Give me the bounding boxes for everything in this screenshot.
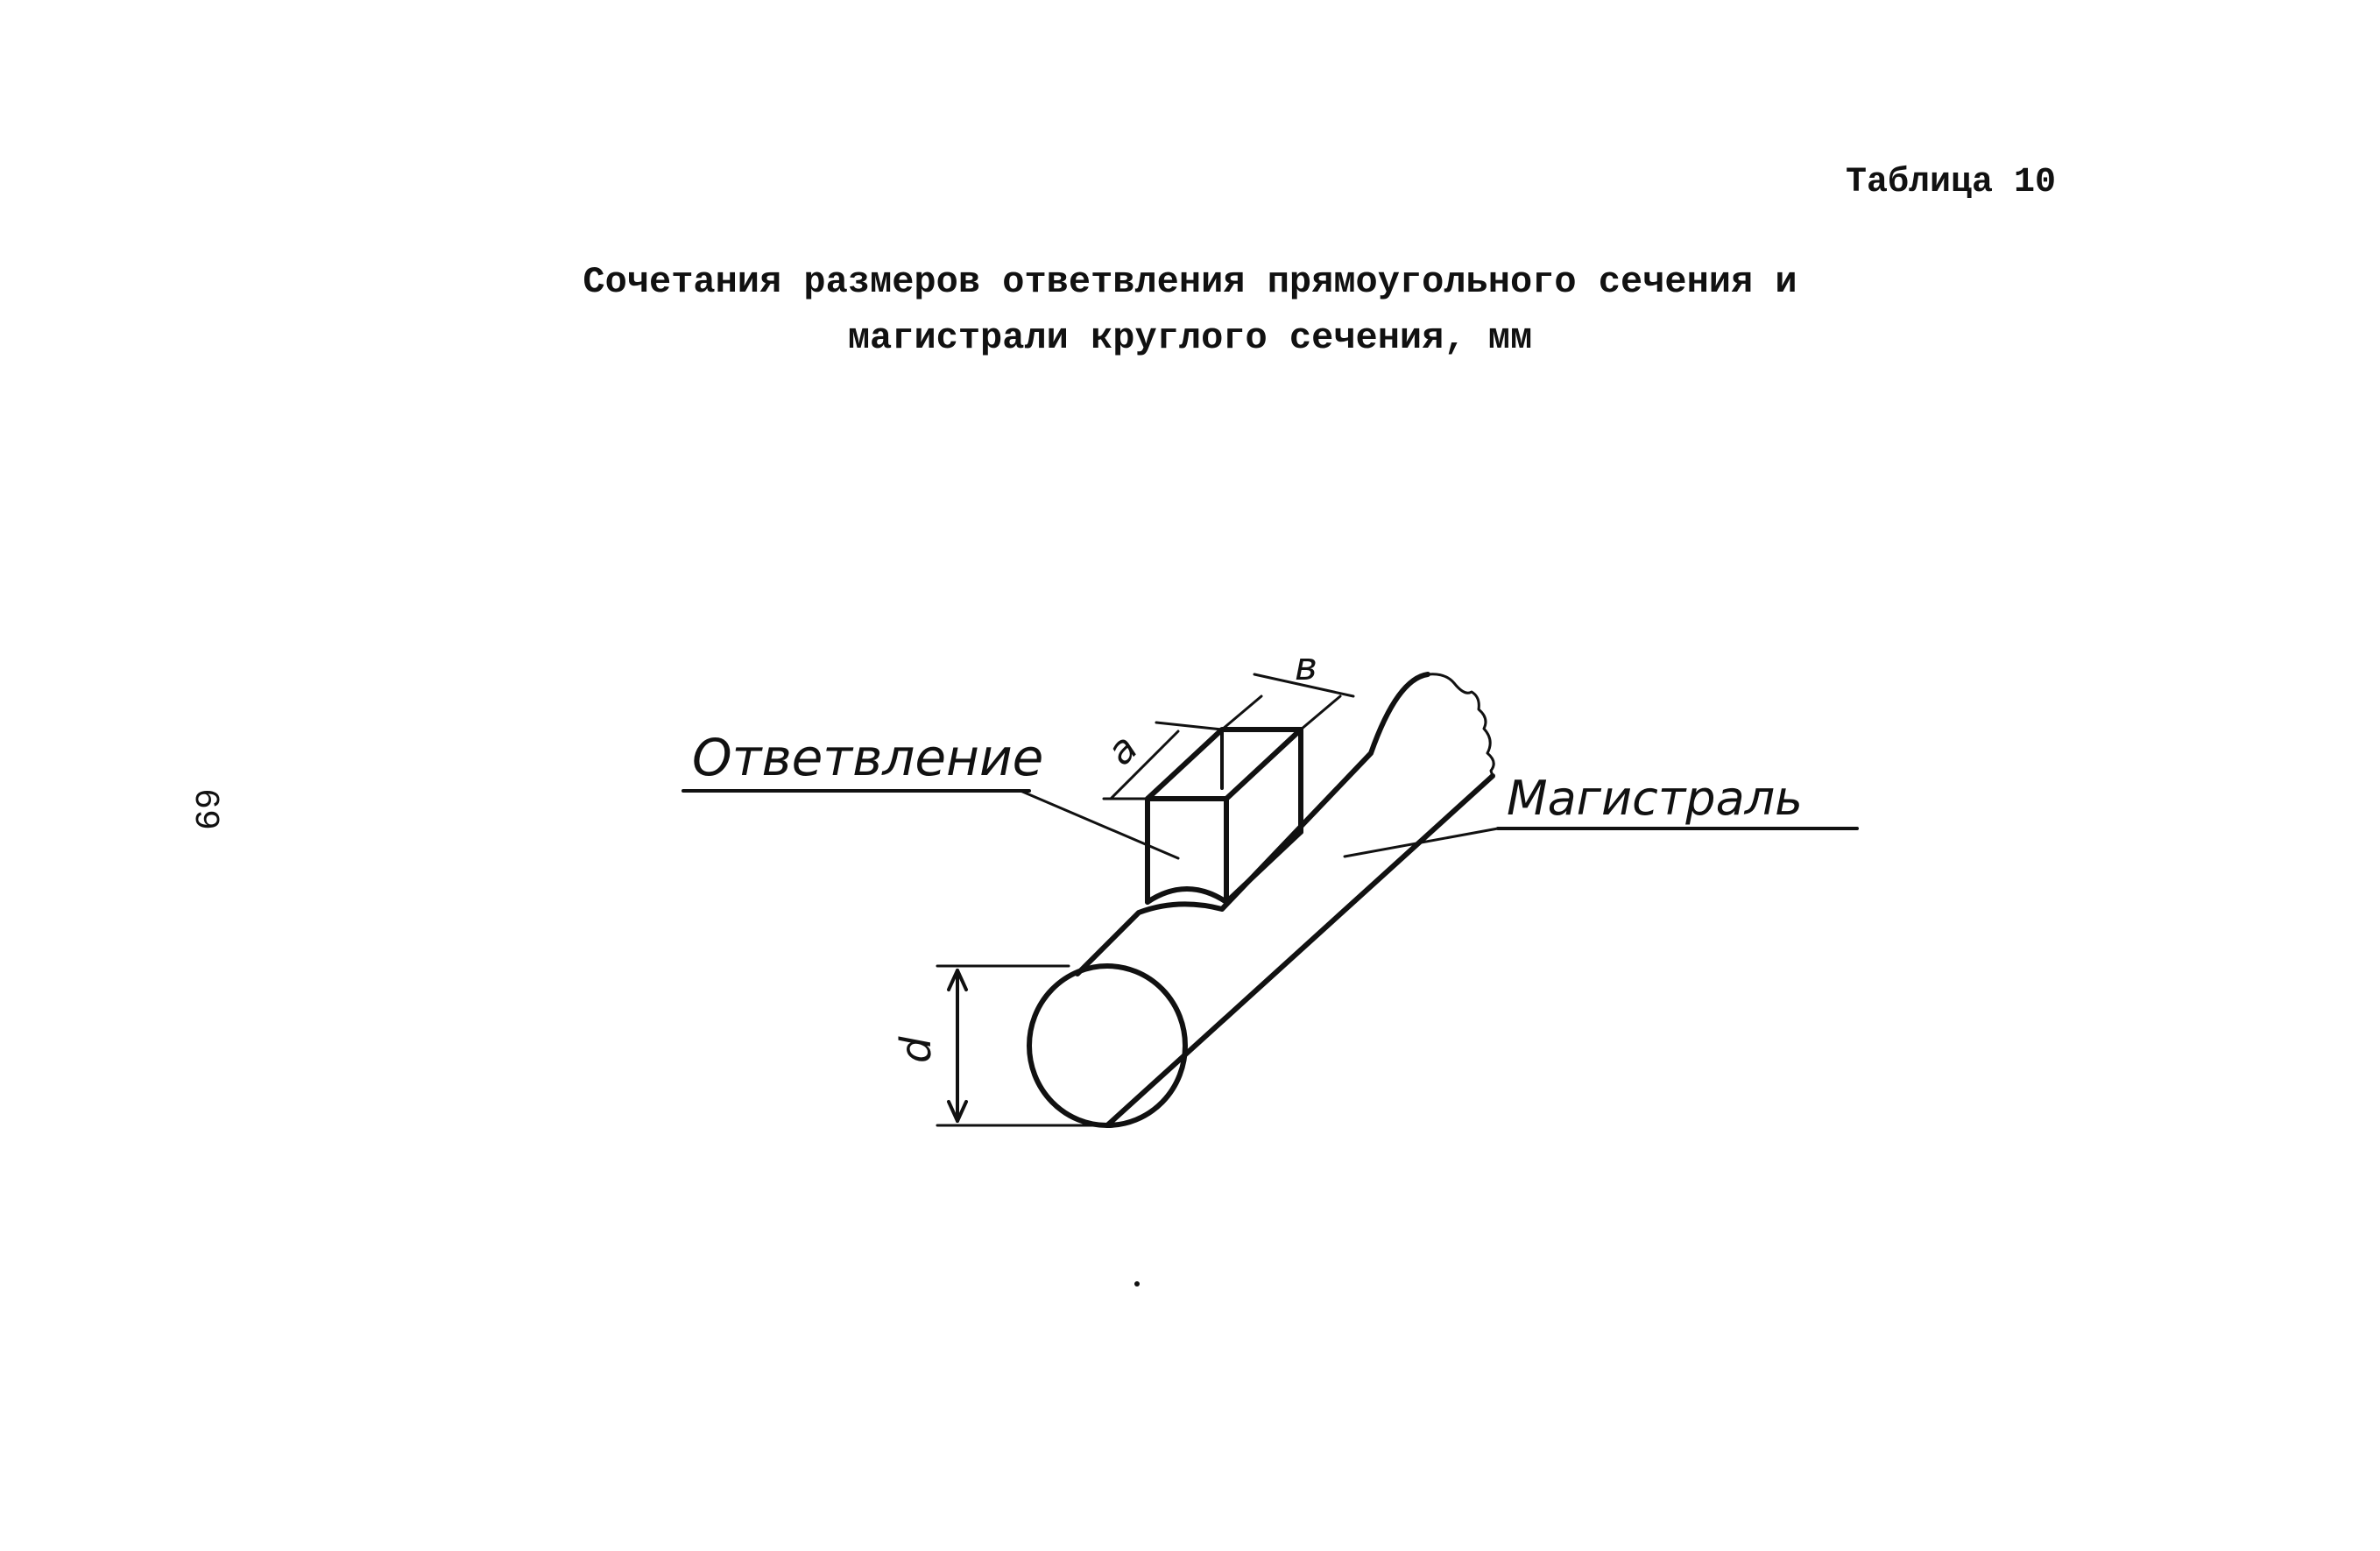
caption-line-2: магистрали круглого сечения, мм xyxy=(847,317,1533,359)
pipe-end-circle xyxy=(1029,966,1185,1125)
pipe-broken-edge xyxy=(1428,674,1494,776)
dim-a-ext-top xyxy=(1156,723,1222,730)
page-number: 69 xyxy=(185,788,224,831)
dim-b-label: в xyxy=(1295,645,1317,689)
main-leader xyxy=(1345,828,1498,857)
branch-label: Ответвление xyxy=(692,728,1044,787)
pipe-top-edge xyxy=(1077,674,1428,974)
stray-dot xyxy=(1134,1281,1140,1287)
main-label: Магистраль xyxy=(1507,771,1804,826)
dim-b-ext-left xyxy=(1222,696,1261,730)
branch-saddle-curve xyxy=(1148,889,1226,902)
dim-a-label: a xyxy=(1098,725,1147,774)
dim-d-label: d xyxy=(892,1036,941,1063)
dim-b-ext-right xyxy=(1301,696,1340,730)
table-number-label: Таблица 10 xyxy=(1845,163,2056,202)
caption-line-1: Сочетания размеров ответвления прямоугольного сечения и xyxy=(583,261,1797,303)
branch-side-bottom xyxy=(1226,832,1301,902)
